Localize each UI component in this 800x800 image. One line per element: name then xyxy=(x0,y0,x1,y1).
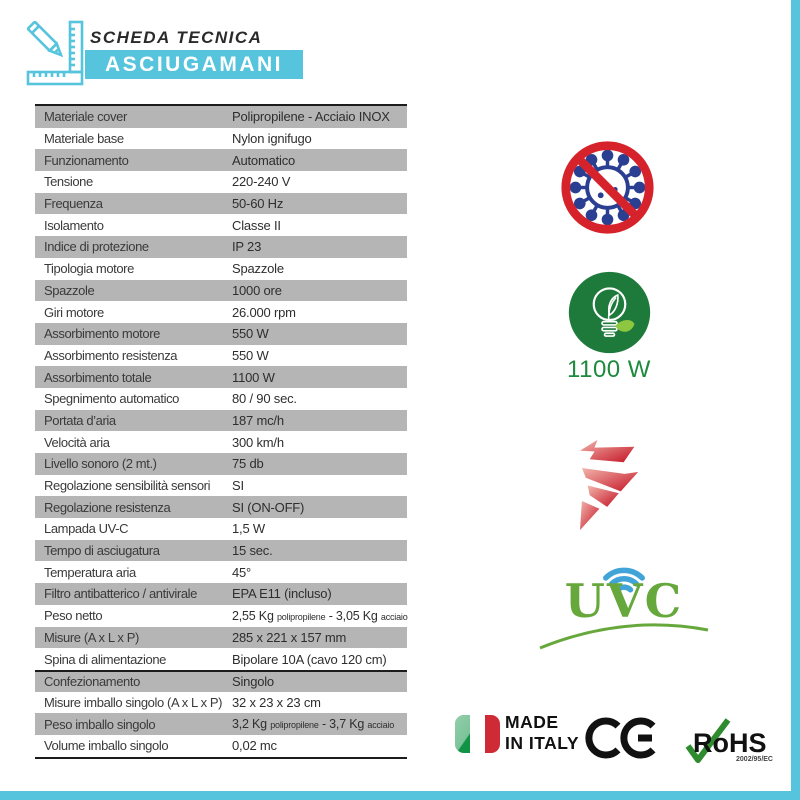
table-row xyxy=(35,583,407,605)
spec-value: 32 x 23 x 23 cm xyxy=(232,694,321,710)
spec-value xyxy=(232,609,408,623)
spec-label: Lampada UV-C xyxy=(44,521,129,537)
spec-value: 550 W xyxy=(232,326,269,342)
rohs-directive-label: 2002/95/EC xyxy=(736,756,773,763)
rohs-label: RoHS xyxy=(693,728,767,758)
spec-value: 1000 ore xyxy=(232,282,282,298)
spec-value: 75 db xyxy=(232,456,264,472)
table-row xyxy=(35,128,407,150)
table-row xyxy=(35,345,407,367)
spec-label: Tipologia motore xyxy=(44,261,134,277)
spec-label: Spina di alimentazione xyxy=(44,651,167,667)
uvc-swoosh xyxy=(538,586,710,652)
spec-label: Assorbimento totale xyxy=(44,369,152,385)
spec-label: Spazzole xyxy=(44,282,95,298)
uvc-label: UVC xyxy=(564,574,684,628)
spec-value-part: acciaio xyxy=(380,611,408,622)
italy-flag-icon xyxy=(455,715,500,753)
table-row xyxy=(35,258,407,280)
uvc-icon xyxy=(538,552,710,652)
spec-value: Singolo xyxy=(232,674,274,690)
spec-label: Materiale base xyxy=(44,131,124,147)
rohs-badge xyxy=(682,716,777,768)
spec-table xyxy=(35,104,407,759)
banner-label: ASCIUGAMANI xyxy=(105,52,283,76)
bottom-accent-bar xyxy=(0,791,800,800)
table-row xyxy=(35,236,407,258)
spec-value-part: 2,55 Kg xyxy=(232,608,277,623)
spec-value-part: 3,2 Kg xyxy=(232,717,271,732)
spec-label: Indice di protezione xyxy=(44,239,149,255)
table-row xyxy=(35,713,407,735)
table-row xyxy=(35,496,407,518)
spec-label: Giri motore xyxy=(44,304,104,320)
spec-value: Classe II xyxy=(232,217,281,233)
table-row xyxy=(35,518,407,540)
spec-label: Regolazione sensibilità sensori xyxy=(44,478,211,494)
spec-value: SI xyxy=(232,478,244,494)
spec-label: Peso imballo singolo xyxy=(44,716,156,732)
spec-value: IP 23 xyxy=(232,239,262,255)
spec-label: Temperatura aria xyxy=(44,564,136,580)
spec-label: Frequenza xyxy=(44,196,103,212)
spec-value: 26.000 rpm xyxy=(232,304,296,320)
spec-value: Bipolare 10A (cavo 120 cm) xyxy=(232,651,387,667)
table-row xyxy=(35,171,407,193)
table-row xyxy=(35,648,407,670)
spec-label: Misure (A x L x P) xyxy=(44,629,139,645)
table-row xyxy=(35,106,407,128)
spec-label: Filtro antibatterico / antivirale xyxy=(44,586,197,602)
spec-label: Assorbimento motore xyxy=(44,326,160,342)
table-row xyxy=(35,280,407,302)
spec-label: Isolamento xyxy=(44,217,104,233)
right-accent-bar xyxy=(791,0,800,800)
spec-value: 15 sec. xyxy=(232,543,273,559)
spec-label: Misure imballo singolo (A x L x P) xyxy=(44,694,223,710)
spec-value: 1,5 W xyxy=(232,521,265,537)
table-row xyxy=(35,366,407,388)
spec-value-part: acciaio xyxy=(367,720,395,731)
spec-label: Tensione xyxy=(44,174,93,190)
eco-bulb-icon xyxy=(568,271,651,354)
table-row xyxy=(35,410,407,432)
spec-value xyxy=(232,717,407,731)
spec-label: Volume imballo singolo xyxy=(44,738,169,754)
spec-value: EPA E11 (incluso) xyxy=(232,586,332,602)
spec-label: Materiale cover xyxy=(44,109,127,125)
spec-value: 0,02 mc xyxy=(232,738,277,754)
table-row xyxy=(35,214,407,236)
ce-mark-icon xyxy=(585,712,657,764)
pencil-ruler-icon xyxy=(26,20,86,86)
spec-value: 45° xyxy=(232,564,252,580)
table-row xyxy=(35,149,407,171)
spec-value: SI (ON-OFF) xyxy=(232,499,305,515)
table-row xyxy=(35,561,407,583)
made-line2: IN ITALY xyxy=(505,733,580,753)
table-row xyxy=(35,323,407,345)
spec-label: Confezionamento xyxy=(44,674,140,690)
spec-value: Spazzole xyxy=(232,261,284,277)
made-in-italy-label xyxy=(505,712,579,754)
flag-gloss xyxy=(455,715,500,753)
table-row xyxy=(35,627,407,649)
spec-label: Tempo di asciugatura xyxy=(44,543,160,559)
spec-value: 80 / 90 sec. xyxy=(232,391,297,407)
table-row xyxy=(35,453,407,475)
table-row xyxy=(35,692,407,714)
spec-label: Spegnimento automatico xyxy=(44,391,180,407)
product-category-banner xyxy=(85,50,303,79)
table-row xyxy=(35,301,407,323)
spec-label: Regolazione resistenza xyxy=(44,499,171,515)
spec-value-part: - 3,7 Kg xyxy=(318,717,368,732)
spec-value: 50-60 Hz xyxy=(232,196,284,212)
table-row xyxy=(35,388,407,410)
page-title: SCHEDA TECNICA xyxy=(90,28,263,47)
spec-label: Portata d’aria xyxy=(44,412,116,428)
spec-label: Livello sonoro (2 mt.) xyxy=(44,456,157,472)
spec-value-part: - 3,05 Kg xyxy=(325,608,381,623)
table-row xyxy=(35,735,407,757)
spec-label: Funzionamento xyxy=(44,152,129,168)
spec-value: Automatico xyxy=(232,152,296,168)
spec-label: Peso netto xyxy=(44,608,103,624)
made-line1: MADE xyxy=(505,712,559,732)
spec-value: 550 W xyxy=(232,347,269,363)
power-label: 1100 W xyxy=(567,356,651,383)
spec-label: Velocità aria xyxy=(44,434,110,450)
table-row xyxy=(35,431,407,453)
table-row xyxy=(35,540,407,562)
spec-value: 187 mc/h xyxy=(232,412,284,428)
spec-label: Assorbimento resistenza xyxy=(44,347,178,363)
heat-vortex-icon xyxy=(567,437,657,534)
spec-value: 1100 W xyxy=(232,369,275,385)
spec-value: 300 km/h xyxy=(232,434,284,450)
table-row xyxy=(35,193,407,215)
spec-value: 220-240 V xyxy=(232,174,291,190)
table-row xyxy=(35,475,407,497)
spec-value-part: polipropilene xyxy=(270,720,319,731)
table-row xyxy=(35,605,407,627)
spec-value: Nylon ignifugo xyxy=(232,131,312,147)
spec-value: 285 x 221 x 157 mm xyxy=(232,629,347,645)
spec-value: Polipropilene - Acciaio INOX xyxy=(232,109,390,125)
spec-value-part: polipropilene xyxy=(276,611,326,622)
table-row xyxy=(35,670,407,692)
no-virus-icon xyxy=(559,139,656,236)
